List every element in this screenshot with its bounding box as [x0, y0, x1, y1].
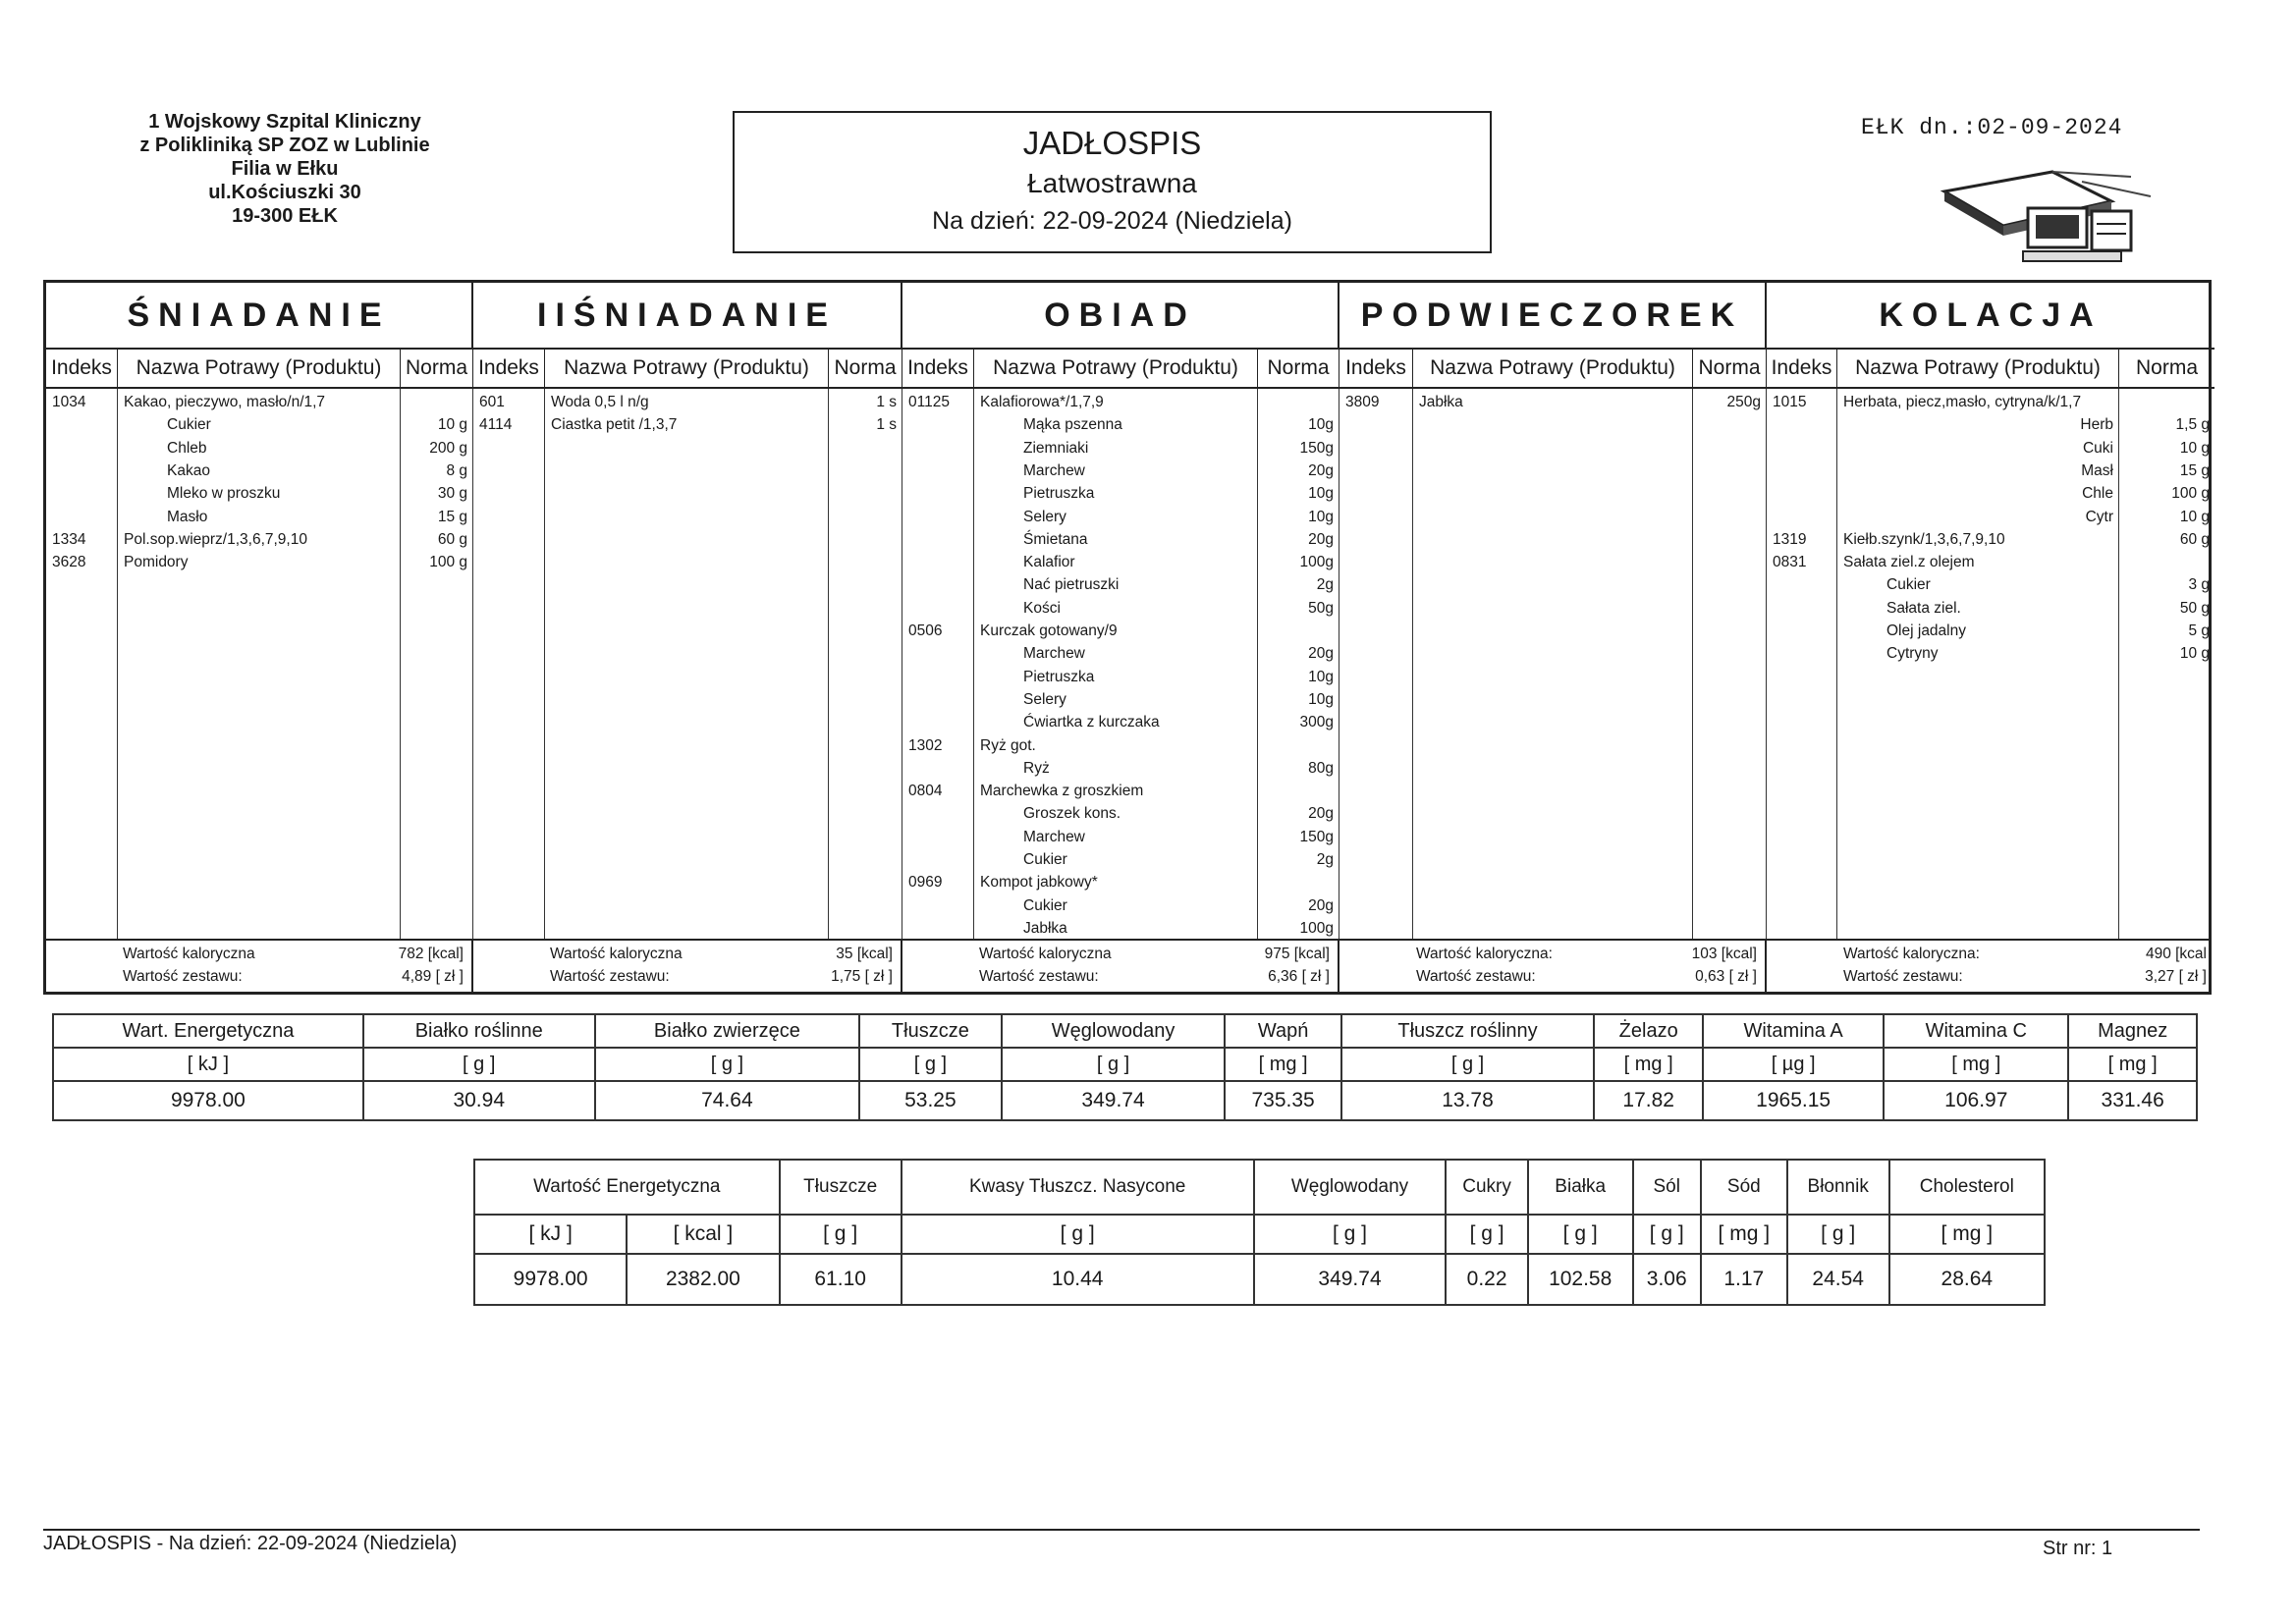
item-name: Marchewka z groszkiem	[980, 783, 1144, 800]
item-name: Kompot jabkowy*	[980, 874, 1098, 892]
item-norm	[1264, 780, 1334, 802]
nutrient-unit: [ g ]	[1002, 1048, 1226, 1081]
item-norm	[1264, 620, 1334, 642]
calorie-value: 490 [kcal	[2145, 946, 2207, 962]
item-norm: 100 g	[429, 554, 467, 571]
column-header-name: Nazwa Potrawy (Produktu)	[1413, 350, 1693, 389]
item-name: Kiełb.szynk/1,3,6,7,9,10	[1843, 530, 2005, 548]
item-norm: 5 g	[2188, 622, 2210, 639]
menu-summary-row	[46, 939, 2209, 992]
set-value-label: Wartość zestawu:	[1416, 968, 1536, 985]
item-name: Ryż	[1023, 759, 1050, 777]
nutrient-header: Cholesterol	[1889, 1160, 2045, 1215]
institution-line: ul.Kościuszki 30	[208, 182, 361, 203]
menu-date: Na dzień: 22-09-2024 (Niedziela)	[932, 207, 1292, 235]
nutrient-header: Węglowodany	[1254, 1160, 1447, 1215]
item-index: 3809	[1345, 394, 1380, 410]
set-value: 6,36 [ zł ]	[1268, 968, 1330, 985]
nutrient-value: 10.44	[902, 1254, 1254, 1305]
nutrient-header: Kwasy Tłuszcz. Nasycone	[902, 1160, 1254, 1215]
item-name: Kakao, pieczywo, masło/n/1,7	[124, 394, 326, 410]
norm-column	[2119, 389, 2214, 939]
item-index	[1773, 506, 1831, 528]
item-index	[908, 597, 968, 620]
column-header-index: Indeks	[473, 350, 545, 389]
item-name: Pol.sop.wieprz/1,3,6,7,9,10	[124, 530, 307, 548]
item-norm: 8 g	[446, 461, 467, 479]
item-name: Ćwiartka z kurczaka	[1023, 714, 1160, 731]
calorie-label: Wartość kaloryczna	[979, 946, 1112, 962]
item-index: 0831	[1773, 554, 1807, 571]
item-index	[908, 506, 968, 528]
nutrition-row	[474, 1215, 2045, 1254]
item-norm: 50 g	[2179, 599, 2210, 617]
item-name: Marchew	[1023, 645, 1085, 663]
item-norm: 80g	[1308, 759, 1334, 777]
nutrient-unit: [ g ]	[1787, 1215, 1889, 1254]
item-norm: 100 g	[2171, 485, 2210, 503]
nutrition-row	[474, 1160, 2045, 1215]
item-norm: 30 g	[437, 485, 467, 503]
item-index	[1773, 482, 1831, 505]
item-norm: 10g	[1308, 485, 1334, 503]
item-index	[908, 551, 968, 573]
column-header-index: Indeks	[1767, 350, 1837, 389]
menu-body	[46, 389, 2209, 939]
item-name: Chle	[2082, 485, 2113, 503]
item-name: Herbata, piecz,masło, cytryna/k/1,7	[1843, 394, 2082, 410]
nutrient-unit: [ mg ]	[1884, 1048, 2068, 1081]
name-column	[1837, 389, 2119, 939]
item-norm: 2g	[1316, 576, 1334, 594]
nutrient-header: Białko zwierzęce	[595, 1014, 860, 1048]
calorie-value: 103 [kcal]	[1691, 946, 1757, 962]
item-name: Pomidory	[124, 554, 189, 571]
item-name: Kalafiorowa*/1,7,9	[980, 394, 1104, 410]
item-name: Pietruszka	[1023, 485, 1095, 503]
nutrition-row	[474, 1254, 2045, 1305]
nutrient-value: 735.35	[1225, 1081, 1340, 1120]
item-name: Masło	[167, 508, 208, 525]
footer-caption: JADŁOSPIS - Na dzień: 22-09-2024 (Niedziela)	[43, 1533, 458, 1554]
nutrient-unit: [ g ]	[1341, 1048, 1595, 1081]
item-name: Marchew	[1023, 828, 1085, 845]
index-column	[473, 389, 545, 939]
institution-line: 19-300 EŁK	[232, 205, 338, 227]
column-header-norm: Norma	[401, 350, 473, 389]
item-name: Nać pietruszki	[1023, 576, 1120, 594]
item-name: Cytr	[2085, 508, 2113, 525]
nutrition-row	[53, 1048, 2197, 1081]
set-value: 4,89 [ zł ]	[402, 968, 464, 985]
column-header-row	[46, 350, 2209, 389]
item-name: Cukier	[1886, 576, 1931, 594]
nutrient-header: Sól	[1633, 1160, 1701, 1215]
nutrient-unit: [ kJ ]	[474, 1215, 627, 1254]
name-column	[545, 389, 829, 939]
item-index	[908, 917, 968, 940]
item-norm: 10g	[1308, 416, 1334, 434]
item-index	[908, 642, 968, 665]
institution-line: z Polikliniką SP ZOZ w Lublinie	[139, 135, 430, 156]
item-name: Olej jadalny	[1886, 622, 1966, 639]
nutrient-header: Węglowodany	[1002, 1014, 1226, 1048]
meal-title-supper: KOLACJA	[1767, 283, 2214, 350]
meal-summary	[46, 941, 473, 992]
nutrient-header: Sód	[1701, 1160, 1787, 1215]
nutrient-value: 331.46	[2068, 1081, 2197, 1120]
item-norm: 10g	[1308, 508, 1334, 525]
item-index	[1773, 437, 1831, 460]
item-index	[1773, 460, 1831, 482]
nutrient-header: Wapń	[1225, 1014, 1340, 1048]
nutrient-unit: [ kJ ]	[53, 1048, 363, 1081]
item-index	[908, 688, 968, 711]
item-norm	[407, 391, 467, 413]
nutrient-value: 17.82	[1594, 1081, 1703, 1120]
institution-line: Filia w Ełku	[231, 158, 339, 180]
calorie-value: 782 [kcal]	[398, 946, 464, 962]
set-value-label: Wartość zestawu:	[123, 968, 243, 985]
nutrient-unit: [ kcal ]	[627, 1215, 779, 1254]
item-index	[1773, 573, 1831, 596]
item-index	[908, 528, 968, 551]
item-index	[908, 573, 968, 596]
item-norm	[2125, 391, 2210, 413]
item-name: Ryż got.	[980, 736, 1036, 754]
item-name: Kakao	[167, 461, 210, 479]
menu-grid	[46, 283, 2209, 350]
item-norm: 15 g	[437, 508, 467, 525]
item-name: Marchew	[1023, 461, 1085, 479]
item-name: Ciastka petit /1,3,7	[551, 416, 678, 434]
item-norm: 300g	[1299, 714, 1334, 731]
item-index: 3628	[52, 554, 86, 571]
item-norm: 10 g	[2179, 508, 2210, 525]
nutrient-value: 102.58	[1528, 1254, 1633, 1305]
nutrient-value: 9978.00	[53, 1081, 363, 1120]
nutrition-table-1	[52, 1013, 2198, 1121]
set-value-label: Wartość zestawu:	[1843, 968, 1963, 985]
nutrient-header: Cukry	[1446, 1160, 1527, 1215]
item-name: Cukier	[167, 416, 211, 434]
item-name: Kurczak gotowany/9	[980, 622, 1118, 639]
nutrient-value: 61.10	[780, 1254, 902, 1305]
item-name: Sałata ziel.	[1886, 599, 1961, 617]
nutrient-unit: [ g ]	[780, 1215, 902, 1254]
nutrient-value: 106.97	[1884, 1081, 2068, 1120]
item-norm: 3 g	[2188, 576, 2210, 594]
item-name: Kalafior	[1023, 554, 1075, 571]
nutrient-header: Tłuszcze	[780, 1160, 902, 1215]
nutrient-value: 53.25	[859, 1081, 1001, 1120]
norm-column	[1258, 389, 1339, 939]
calorie-value: 35 [kcal]	[836, 946, 893, 962]
item-norm	[1264, 871, 1334, 893]
item-name: Cuki	[2082, 439, 2113, 457]
item-index: 01125	[908, 394, 950, 410]
item-norm: 1,5 g	[2175, 416, 2210, 434]
nutrition-row	[53, 1014, 2197, 1048]
nutrient-header: Wart. Energetyczna	[53, 1014, 363, 1048]
item-name: Jabłka	[1419, 394, 1463, 410]
item-index	[908, 460, 968, 482]
item-index	[908, 413, 968, 436]
item-norm: 20g	[1308, 530, 1334, 548]
nutrient-unit: [ g ]	[859, 1048, 1001, 1081]
column-header-index: Indeks	[1339, 350, 1413, 389]
nutrient-value: 74.64	[595, 1081, 860, 1120]
index-column	[46, 389, 118, 939]
nutrient-unit: [ g ]	[1633, 1215, 1701, 1254]
item-norm	[1264, 391, 1334, 413]
column-header-name: Nazwa Potrawy (Produktu)	[545, 350, 829, 389]
index-column	[902, 389, 974, 939]
calorie-value: 975 [kcal]	[1264, 946, 1330, 962]
item-index: 1319	[1773, 530, 1807, 548]
set-value: 1,75 [ zł ]	[831, 968, 893, 985]
nutrient-unit: [ g ]	[595, 1048, 860, 1081]
item-name: Chleb	[167, 439, 207, 457]
nutrient-header: Witamina C	[1884, 1014, 2068, 1048]
item-name: Herb	[2080, 416, 2113, 434]
column-header-norm: Norma	[2119, 350, 2214, 389]
item-norm	[2125, 551, 2210, 573]
item-name: Groszek kons.	[1023, 805, 1121, 823]
item-index	[908, 826, 968, 848]
nutrient-value: 349.74	[1254, 1254, 1447, 1305]
meal-title-breakfast: ŚNIADANIE	[46, 283, 473, 350]
item-index: 0506	[908, 622, 943, 639]
institution-address	[88, 110, 481, 228]
item-index: 1334	[52, 530, 86, 548]
nutrient-header: Błonnik	[1787, 1160, 1889, 1215]
nutrient-header: Magnez	[2068, 1014, 2197, 1048]
calorie-label: Wartość kaloryczna	[123, 946, 255, 962]
calorie-label: Wartość kaloryczna:	[1843, 946, 1980, 962]
norm-column	[401, 389, 473, 939]
calorie-label: Wartość kaloryczna	[550, 946, 683, 962]
nutrient-header: Tłuszcze	[859, 1014, 1001, 1048]
nutrient-value: 3.06	[1633, 1254, 1701, 1305]
item-norm: 10g	[1308, 668, 1334, 685]
nutrient-unit: [ mg ]	[1889, 1215, 2045, 1254]
item-norm	[1264, 734, 1334, 757]
item-norm: 200 g	[429, 439, 467, 457]
item-index: 4114	[479, 416, 513, 434]
item-name: Selery	[1023, 690, 1066, 708]
title-box	[733, 111, 1492, 253]
item-index	[52, 460, 112, 482]
item-norm: 60 g	[437, 530, 467, 548]
item-name: Sałata ziel.z olejem	[1843, 554, 1975, 571]
page-number: Str nr: 1	[2043, 1538, 2113, 1559]
nutrient-unit: [ mg ]	[1701, 1215, 1787, 1254]
norm-column	[1693, 389, 1767, 939]
item-name: Cytryny	[1886, 645, 1939, 663]
item-index: 1302	[908, 736, 943, 754]
column-header-index: Indeks	[46, 350, 118, 389]
item-index	[908, 482, 968, 505]
nutrient-header: Żelazo	[1594, 1014, 1703, 1048]
meal-summary	[1767, 941, 2214, 992]
print-date: EŁK dn.:02-09-2024	[1861, 115, 2123, 140]
nutrition-row	[53, 1081, 2197, 1120]
item-index	[908, 894, 968, 917]
item-norm: 100g	[1299, 554, 1334, 571]
item-index	[908, 757, 968, 780]
item-norm: 10 g	[2179, 645, 2210, 663]
item-name: Masł	[2081, 461, 2113, 479]
meal-summary	[473, 941, 902, 992]
item-norm: 15 g	[2179, 461, 2210, 479]
item-index: 0969	[908, 874, 943, 892]
item-norm: 10 g	[437, 416, 467, 434]
page-title: JADŁOSPIS	[1022, 125, 1202, 161]
nutrient-unit: [ g ]	[363, 1048, 595, 1081]
index-column	[1339, 389, 1413, 939]
nutrient-value: 9978.00	[474, 1254, 627, 1305]
name-column	[974, 389, 1258, 939]
item-norm: 60 g	[2179, 530, 2210, 548]
nutrient-value: 24.54	[1787, 1254, 1889, 1305]
item-index: 601	[479, 394, 505, 410]
norm-column	[829, 389, 902, 939]
set-value: 3,27 [ zł ]	[2145, 968, 2207, 985]
nutrient-unit: [ g ]	[902, 1215, 1254, 1254]
institution-line: 1 Wojskowy Szpital Kliniczny	[148, 111, 421, 133]
nutrient-value: 1965.15	[1703, 1081, 1884, 1120]
item-index: 1034	[52, 394, 86, 410]
item-name: Cukier	[1023, 896, 1067, 914]
nutrient-value: 30.94	[363, 1081, 595, 1120]
nutrient-unit: [ mg ]	[1594, 1048, 1703, 1081]
item-name: Selery	[1023, 508, 1066, 525]
nutrient-unit: [ mg ]	[1225, 1048, 1340, 1081]
item-index	[52, 413, 112, 436]
index-column	[1767, 389, 1837, 939]
meal-summary	[902, 941, 1339, 992]
set-value: 0,63 [ zł ]	[1695, 968, 1757, 985]
item-index	[1773, 597, 1831, 620]
nutrient-header: Tłuszcz roślinny	[1341, 1014, 1595, 1048]
item-name: Mleko w proszku	[167, 485, 281, 503]
item-norm: 150g	[1299, 439, 1334, 457]
item-norm: 50g	[1308, 599, 1334, 617]
item-norm: 20g	[1308, 645, 1334, 663]
nutrition-table-2	[473, 1159, 2046, 1306]
name-column	[1413, 389, 1693, 939]
nutrient-unit: [ g ]	[1528, 1215, 1633, 1254]
meal-title-second-breakfast: IIŚNIADANIE	[473, 283, 902, 350]
name-column	[118, 389, 401, 939]
item-index: 1015	[1773, 394, 1807, 410]
item-index	[908, 711, 968, 733]
item-name: Jabłka	[1023, 919, 1067, 937]
column-header-norm: Norma	[829, 350, 902, 389]
item-norm: 10 g	[2179, 439, 2210, 457]
item-name: Kości	[1023, 599, 1061, 617]
nutrient-value: 349.74	[1002, 1081, 1226, 1120]
meal-summary	[1339, 941, 1767, 992]
item-name: Pietruszka	[1023, 668, 1095, 685]
set-value-label: Wartość zestawu:	[979, 968, 1099, 985]
nutrient-unit: [ g ]	[1446, 1215, 1527, 1254]
column-header-norm: Norma	[1693, 350, 1767, 389]
item-name: Woda 0,5 l n/g	[551, 394, 649, 410]
meal-title-afternoon-snack: PODWIECZOREK	[1339, 283, 1767, 350]
calorie-label: Wartość kaloryczna:	[1416, 946, 1553, 962]
nutrient-header: Wartość Energetyczna	[474, 1160, 780, 1215]
column-header-index: Indeks	[902, 350, 974, 389]
item-norm: 100g	[1299, 919, 1334, 937]
nutrient-header: Białka	[1528, 1160, 1633, 1215]
item-norm: 250g	[1726, 394, 1761, 410]
nutrient-value: 28.64	[1889, 1254, 2045, 1305]
nutrient-unit: [ µg ]	[1703, 1048, 1884, 1081]
item-index	[52, 437, 112, 460]
diet-name: Łatwostrawna	[1027, 168, 1197, 198]
nutrient-header: Witamina A	[1703, 1014, 1884, 1048]
item-norm: 20g	[1308, 461, 1334, 479]
item-index	[908, 802, 968, 825]
column-header-name: Nazwa Potrawy (Produktu)	[974, 350, 1258, 389]
item-norm: 150g	[1299, 828, 1334, 845]
nutrient-value: 0.22	[1446, 1254, 1527, 1305]
item-index	[52, 482, 112, 505]
column-header-norm: Norma	[1258, 350, 1339, 389]
nutrient-unit: [ g ]	[1254, 1215, 1447, 1254]
nutrient-value: 1.17	[1701, 1254, 1787, 1305]
nutrient-unit: [ mg ]	[2068, 1048, 2197, 1081]
item-norm: 10g	[1308, 690, 1334, 708]
item-index	[908, 848, 968, 871]
set-value-label: Wartość zestawu:	[550, 968, 670, 985]
item-name: Śmietana	[1023, 530, 1088, 548]
item-norm: 1 s	[876, 416, 897, 434]
item-name: Mąka pszenna	[1023, 416, 1122, 434]
nutrient-value: 13.78	[1341, 1081, 1595, 1120]
item-index: 0804	[908, 783, 943, 800]
item-name: Ziemniaki	[1023, 439, 1089, 457]
item-norm: 20g	[1308, 805, 1334, 823]
menu-table	[43, 280, 2212, 995]
item-norm: 1 s	[876, 394, 897, 410]
column-header-name: Nazwa Potrawy (Produktu)	[118, 350, 401, 389]
item-norm: 20g	[1308, 896, 1334, 914]
nutrient-header: Białko roślinne	[363, 1014, 595, 1048]
item-index	[908, 666, 968, 688]
item-norm: 2g	[1316, 851, 1334, 868]
book-computer-illustration-icon	[1935, 157, 2170, 265]
item-name: Cukier	[1023, 851, 1067, 868]
column-header-name: Nazwa Potrawy (Produktu)	[1837, 350, 2119, 389]
item-index	[1773, 620, 1831, 642]
item-index	[1773, 413, 1831, 436]
item-index	[908, 437, 968, 460]
footer-divider	[43, 1529, 2200, 1531]
nutrient-value: 2382.00	[627, 1254, 779, 1305]
item-index	[1773, 642, 1831, 665]
meal-title-lunch: OBIAD	[902, 283, 1339, 350]
item-index	[52, 506, 112, 528]
